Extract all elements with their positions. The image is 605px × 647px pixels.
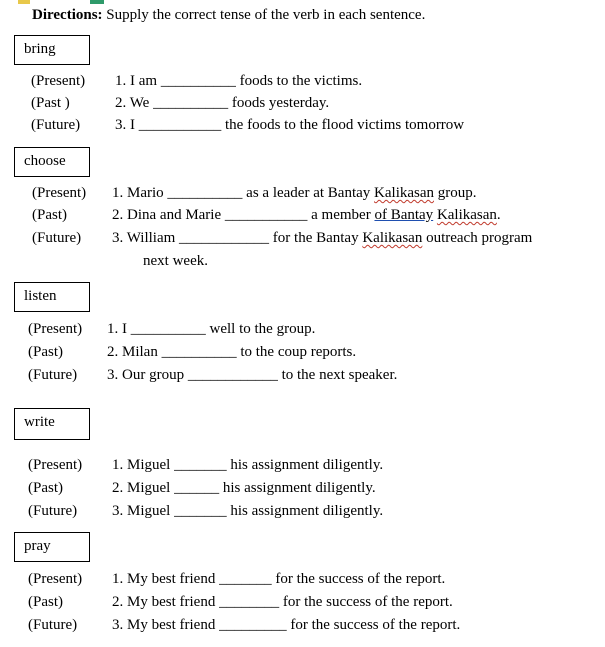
answer-blank[interactable]: ___________ xyxy=(224,207,308,223)
tense-label: (Past) xyxy=(28,480,63,496)
tense-label: (Past) xyxy=(28,594,63,610)
verb-box-bring: bring xyxy=(14,35,90,65)
spellcheck-word: Kalikasan xyxy=(362,230,423,246)
answer-blank[interactable]: __________ xyxy=(130,321,206,337)
header-yellow-bar xyxy=(18,0,30,4)
verb-box-choose: choose xyxy=(14,147,90,177)
answer-blank[interactable]: _______ xyxy=(219,571,272,587)
directions-label: Directions: xyxy=(32,7,103,23)
answer-blank[interactable]: _______ xyxy=(174,503,227,519)
answer-blank[interactable]: __________ xyxy=(161,344,237,360)
answer-blank[interactable]: ___________ xyxy=(138,117,222,133)
tense-label: (Present) xyxy=(28,457,83,473)
tense-label: (Present) xyxy=(31,73,86,89)
verb-box-write: write xyxy=(14,408,90,440)
sentence: 2. My best friend ________ for the success of the report. xyxy=(112,594,453,610)
verb-box-listen: listen xyxy=(14,282,90,312)
tense-label: (Present) xyxy=(32,185,87,201)
answer-blank[interactable]: __________ xyxy=(153,95,229,111)
answer-blank[interactable]: ____________ xyxy=(187,367,278,383)
directions-text: Supply the correct tense of the verb in each sentence. xyxy=(102,7,426,23)
sentence: 1. Miguel _______ his assignment diligently. xyxy=(112,457,384,473)
sentence: 1. I __________ well to the group. xyxy=(107,321,316,337)
tense-label: (Future) xyxy=(31,117,81,133)
sentence-continuation: next week. xyxy=(143,253,208,269)
tense-label: (Future) xyxy=(32,230,82,246)
directions xyxy=(32,7,425,24)
answer-blank[interactable]: __________ xyxy=(160,73,236,89)
tense-label: (Past) xyxy=(28,344,63,360)
sentence: 2. Dina and Marie ___________ a member of Bantay Kalikasan. xyxy=(112,207,501,223)
underlined-phrase: of Bantay xyxy=(374,207,434,223)
sentence: 1. My best friend _______ for the success of the report. xyxy=(112,571,446,587)
answer-blank[interactable]: _________ xyxy=(219,617,287,633)
sentence: 3. Miguel _______ his assignment diligently. xyxy=(112,503,384,519)
header-green-bar xyxy=(90,0,104,4)
sentence: 1. Mario __________ as a leader at Bantay Kalikasan group. xyxy=(112,185,477,201)
answer-blank[interactable]: ________ xyxy=(219,594,280,610)
sentence: 1. I am __________ foods to the victims. xyxy=(115,73,363,89)
answer-blank[interactable]: ______ xyxy=(174,480,220,496)
sentence: 3. I ___________ the foods to the flood victims tomorrow xyxy=(115,117,465,133)
spellcheck-word: Kalikasan xyxy=(436,207,497,223)
sentence: 3. William ____________ for the Bantay Kalikasan outreach program xyxy=(112,230,533,246)
answer-blank[interactable]: ____________ xyxy=(179,230,270,246)
spellcheck-word: Kalikasan xyxy=(374,185,435,201)
tense-label: (Future) xyxy=(28,617,78,633)
tense-label: (Present) xyxy=(28,321,83,337)
answer-blank[interactable]: __________ xyxy=(167,185,243,201)
sentence: 2. Miguel ______ his assignment diligently. xyxy=(112,480,376,496)
tense-label: (Past) xyxy=(32,207,67,223)
sentence: 2. Milan __________ to the coup reports. xyxy=(107,344,357,360)
tense-label: (Future) xyxy=(28,503,78,519)
tense-label: (Future) xyxy=(28,367,78,383)
tense-label: (Present) xyxy=(28,571,83,587)
sentence: 2. We __________ foods yesterday. xyxy=(115,95,330,111)
sentence: 3. My best friend _________ for the success of the report. xyxy=(112,617,461,633)
tense-label: (Past ) xyxy=(31,95,70,111)
answer-blank[interactable]: _______ xyxy=(174,457,227,473)
sentence: 3. Our group ____________ to the next speaker. xyxy=(107,367,398,383)
verb-box-pray: pray xyxy=(14,532,90,562)
